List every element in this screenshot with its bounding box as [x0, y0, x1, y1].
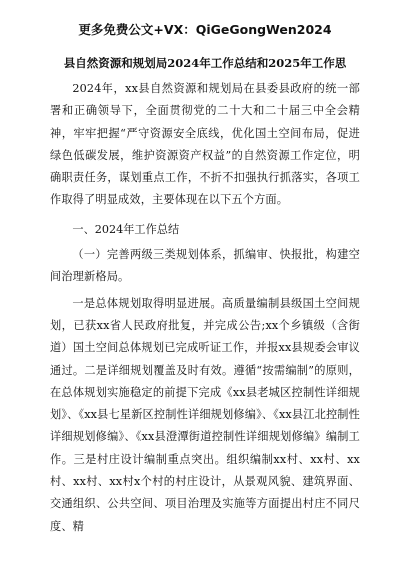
subsection-heading: （一）完善两级三类规划体系，抓编审、快报批，构建空间治理新格局。 [50, 248, 360, 284]
document-title: 县自然资源和规划局2024年工作总结和2025年工作思 [63, 56, 347, 70]
section-heading: 一、2024年工作总结 [72, 222, 180, 236]
intro-paragraph: 2024年，xx县自然资源和规划局在县委县政府的统一部署和正确领导下，全面贯彻党的二十大和二十届三中全会精神，牢牢把握“严守资源安全底线，优化国土空间布局，促进绿色低碳发展，维护资源资产权益”的自然资源工作定位，明确职责任务，谋划重点工作，不折不扣强执行抓落实，各项工作取得了明显成效，主要体现在以下五个方面。 [50, 82, 360, 207]
body-paragraph: 一是总体规划取得明显进展。高质量编制县级国土空间规划，已获xx省人民政府批复，并完成公告;xx个乡镇级（含街道）国土空间总体规划已完成听证工作，并报xx县规委会审议通过。二是详细规划覆盖及时有效。遵循“按需编制”的原则，在总体规划实施稳定的前提下完成《xx县老城区控制性详细规划》、《xx县七星新区控制性详细规划修编》、《xx县江北控制性详细规划修编》、《xx县澄潭街道控制性详细规划修编》编制工作。三是村庄设计编制重点突出。组织编制xx村、xx村、xx村、xx村、xx村x个村的村庄设计，从景观风貌、建筑界面、交通组织、公共空间、项目治理及实施等方面提出村庄不同尺度、精 [50, 296, 360, 533]
promo-header: 更多免费公文+VX：QiGeGongWen2024 [78, 22, 332, 37]
spacer [50, 212, 360, 216]
